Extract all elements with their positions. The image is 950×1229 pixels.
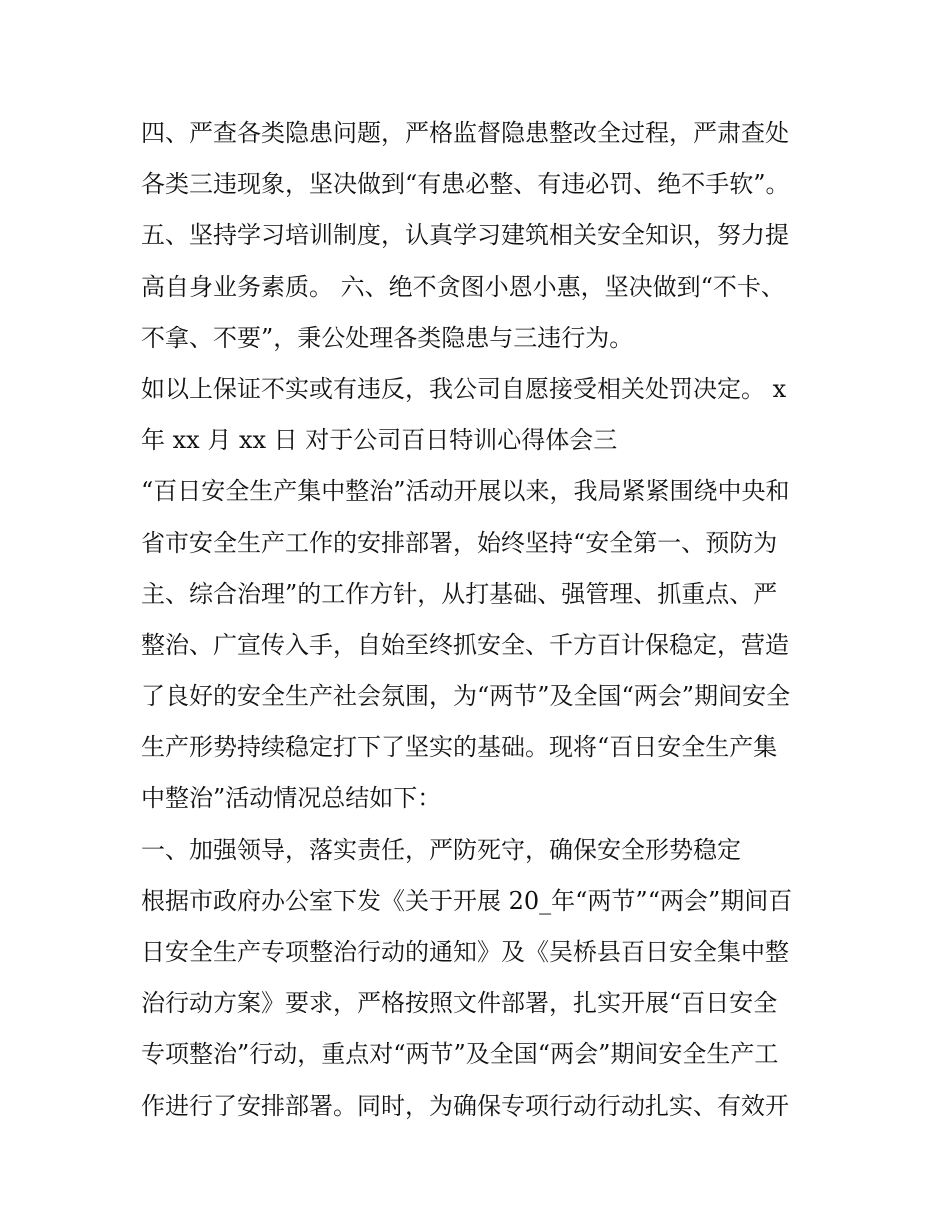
text-line: 日安全生产专项整治行动的通知》及《吴桥县百日安全集中整 — [141, 938, 789, 966]
text-line: 根据市政府办公室下发《关于开展 20_年“两节”“两会”期间百 — [141, 886, 793, 915]
text-line: 治行动方案》要求，严格按照文件部署，扎实开展“百日安全 — [141, 989, 778, 1018]
text-line: 整治、广宣传入手，自始至终抓安全、千方百计保稳定，营造 — [141, 630, 789, 659]
text-line: 如以上保证不实或有违反，我公司自愿接受相关处罚决定。 x — [141, 374, 787, 403]
text-line: 中整治”活动情况总结如下： — [141, 784, 442, 813]
text-line: “百日安全生产集中整治”活动开展以来，我局紧紧围绕中央和 — [141, 477, 790, 506]
text-line: 年 xx 月 xx 日 对于公司百日特训心得体会三 — [141, 426, 618, 455]
text-line: 各类三违现象，坚决做到“有患必整、有违必罚、绝不手软”。 — [141, 170, 790, 199]
text-line: 不拿、不要”，秉公处理各类隐患与三违行为。 — [141, 323, 634, 352]
text-line: 生产形势持续稳定打下了坚实的基础。现将“百日安全生产集 — [141, 733, 778, 762]
text-line: 高自身业务素质。 六、绝不贪图小恩小惠，坚决做到“不卡、 — [141, 272, 785, 301]
text-line: 五、坚持学习培训制度，认真学习建筑相关安全知识，努力提 — [141, 221, 789, 250]
text-line: 四、严查各类隐患问题，严格监督隐患整改全过程，严肃查处 — [141, 119, 789, 147]
text-line: 了良好的安全生产社会氛围，为“两节”及全国“两会”期间安全 — [141, 682, 791, 711]
text-line: 专项整治”行动，重点对“两节”及全国“两会”期间安全生产工 — [141, 1040, 779, 1069]
text-line: 作进行了安排部署。同时，为确保专项行动行动扎实、有效开 — [141, 1091, 789, 1120]
document-body — [141, 108, 821, 1132]
text-line: 省市安全生产工作的安排部署，始终坚持“安全第一、预防为 — [141, 528, 778, 557]
text-line: 主、综合治理”的工作方针，从打基础、强管理、抓重点、严 — [141, 579, 778, 608]
section-heading: 一、加强领导，落实责任，严防死守，确保安全形势稳定 — [141, 835, 741, 864]
